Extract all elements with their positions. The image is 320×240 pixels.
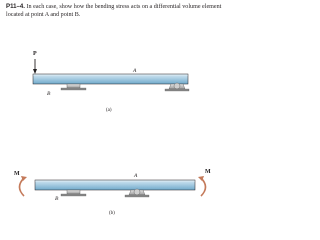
beam-b	[35, 180, 195, 190]
load-arrow-head	[33, 69, 37, 74]
figure-b	[14, 169, 211, 216]
figure-a	[33, 51, 189, 113]
moment-arrow-right	[198, 176, 206, 196]
point-a-label: A	[133, 68, 137, 74]
problem-number: P11–4.	[6, 3, 25, 10]
caption-b: (b)	[109, 211, 115, 216]
moment-label-left: M	[14, 171, 20, 177]
support-fixed-b	[61, 190, 86, 196]
beam-a	[33, 74, 188, 84]
caption-a: (a)	[106, 108, 112, 113]
load-label-p: P	[33, 51, 37, 57]
point-a-label-b: A	[134, 173, 138, 179]
point-b-label: B	[47, 91, 51, 97]
point-b-label-b: B	[55, 196, 59, 202]
problem-statement-text: In each case, show how the bending stress acts on a differential volume element located at point A and point B.	[6, 4, 222, 18]
support-fixed-a	[61, 84, 86, 90]
moment-arrow-left	[20, 176, 28, 196]
moment-label-right: M	[205, 169, 211, 175]
